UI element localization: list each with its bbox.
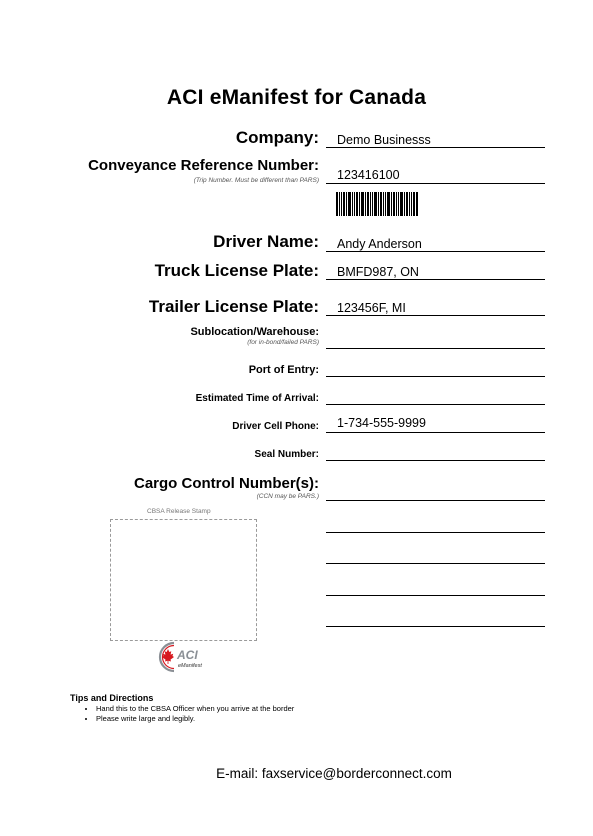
eta-line <box>326 404 545 405</box>
conveyance-line <box>326 183 545 184</box>
sublocation-note: (for in-bond/failed PARS) <box>247 339 319 346</box>
ccn-line-5[interactable] <box>326 626 545 627</box>
driver-cell-value[interactable]: 1-734-555-9999 <box>337 416 426 430</box>
truck-plate-value[interactable]: BMFD987, ON <box>337 265 419 279</box>
seal-number-label: Seal Number: <box>254 449 319 460</box>
truck-plate-line <box>326 279 545 280</box>
trailer-plate-label: Trailer License Plate: <box>148 297 319 316</box>
page-title: ACI eManifest for Canada <box>166 86 427 109</box>
ccn-label: Cargo Control Number(s): <box>134 475 319 492</box>
ccn-note: (CCN may be PARS.) <box>256 493 319 500</box>
sublocation-label: Sublocation/Warehouse: <box>190 326 319 338</box>
conveyance-value[interactable]: 123416100 <box>337 168 400 182</box>
company-value[interactable]: Demo Businesss <box>337 133 431 147</box>
trailer-plate-line <box>326 315 545 316</box>
barcode-icon <box>336 192 418 216</box>
driver-name-line <box>326 251 545 252</box>
stamp-label: CBSA Release Stamp <box>147 508 211 515</box>
conveyance-note: (Trip Number. Must be different than PARS) <box>193 177 319 184</box>
ccn-line-3[interactable] <box>326 563 545 564</box>
port-of-entry-label: Port of Entry: <box>248 364 319 376</box>
logo-text: ACI <box>177 648 198 662</box>
ccn-line-4[interactable] <box>326 595 545 596</box>
tips-list <box>84 704 294 724</box>
release-stamp-box <box>110 519 257 641</box>
tip-item: • Hand this to the CBSA Officer when you arrive at the border <box>96 704 294 714</box>
port-of-entry-line <box>326 376 545 377</box>
seal-number-line <box>326 460 545 461</box>
driver-name-label: Driver Name: <box>213 232 319 251</box>
aci-emanifest-logo <box>154 640 226 674</box>
driver-cell-label: Driver Cell Phone: <box>232 421 319 432</box>
footer-email: E-mail: faxservice@borderconnect.com <box>216 766 452 781</box>
tips-title: Tips and Directions <box>70 693 154 703</box>
ccn-line-2[interactable] <box>326 532 545 533</box>
company-label: Company: <box>235 128 319 147</box>
driver-cell-line <box>326 432 545 433</box>
conveyance-label: Conveyance Reference Number: <box>88 157 319 174</box>
truck-plate-label: Truck License Plate: <box>154 261 319 280</box>
eta-label: Estimated Time of Arrival: <box>195 393 319 404</box>
sublocation-line <box>326 348 545 349</box>
company-line <box>326 147 545 148</box>
tip-item: • Please write large and legibly. <box>96 714 294 724</box>
ccn-line-1[interactable] <box>326 500 545 501</box>
driver-name-value[interactable]: Andy Anderson <box>337 237 422 251</box>
trailer-plate-value[interactable]: 123456F, MI <box>337 301 406 315</box>
logo-subtext: eManifest <box>178 663 202 669</box>
